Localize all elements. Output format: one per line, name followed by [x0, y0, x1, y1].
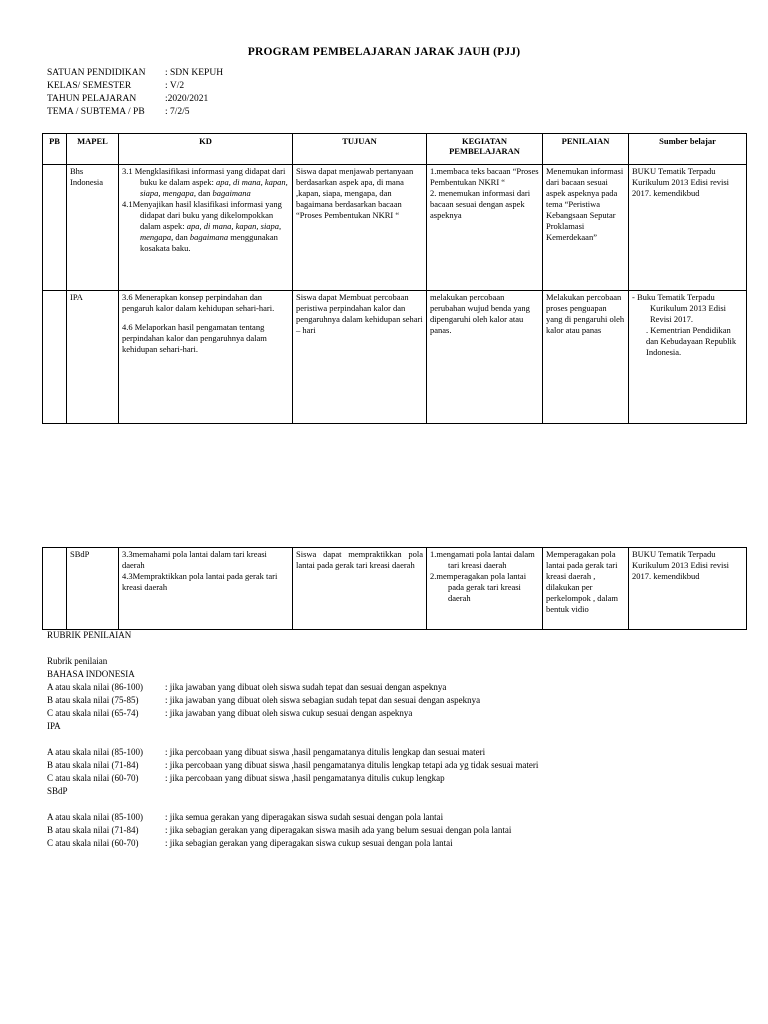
kd-text: dan: [198, 188, 211, 198]
info-label: KELAS/ SEMESTER: [47, 81, 132, 91]
cell-tujuan: Siswa dapat menjawab pertanyaan berdasarkan aspek apa, di mana ,kapan, siapa, mengapa, dan bagaimana berdasarkan bacaan “Proses Pembentukan NKRI “: [293, 165, 427, 291]
cell-penilaian: Menemukan informasi dari bacaan sesuai aspek aspeknya pada tema “Peristiwa Kebangsaan Seputar Proklamasi Kemerdekaan”: [543, 165, 629, 291]
cell-pb: [43, 548, 67, 630]
info-value: : V/2: [165, 81, 185, 91]
rubric-grade: B atau skala nilai (75-85): [47, 695, 139, 705]
cell-penilaian: Memperagakan pola lantai pada gerak tari kreasi daerah , dilakukan per perkelompok , dalam bentuk vidio: [543, 548, 629, 630]
rubric-heading: RUBRIK PENILAIAN: [47, 630, 132, 640]
rubric-desc: : jika jawaban yang dibuat oleh siswa cukup sesuai dengan aspeknya: [165, 708, 413, 718]
table-row: [43, 548, 747, 630]
info-label: SATUAN PENDIDIKAN: [47, 68, 146, 78]
cell-mapel: SBdP: [67, 548, 119, 630]
rubric-item: [47, 824, 747, 837]
kd-italic: bagaimana: [189, 232, 229, 242]
header-penilaian: PENILAIAN: [543, 134, 629, 165]
kegiatan-item: 1.membaca teks bacaan “Proses Pembentukan NKRI “: [430, 166, 539, 187]
kd-text: 3.1 Mengklasifikasi informasi yang didapat dari buku ke dalam aspek:: [122, 166, 286, 187]
kegiatan-item: 1.mengamati pola lantai dalam tari kreasi daerah: [430, 549, 535, 570]
cell-kd: [119, 165, 293, 291]
kd-italic: bagaimana: [212, 188, 251, 198]
table-row: [43, 291, 747, 424]
cell-sumber: [629, 291, 747, 424]
rubric-desc: : jika jawaban yang dibuat oleh siswa sudah tepat dan sesuai dengan aspeknya: [165, 682, 447, 692]
kegiatan-item: 2. menemukan informasi dari bacaan sesuai dengan aspek aspeknya: [430, 188, 531, 220]
rubric-grade: A atau skala nilai (85-100): [47, 747, 143, 757]
cell-pb: [43, 165, 67, 291]
cell-kegiatan: [427, 548, 543, 630]
cell-tujuan: Siswa dapat Membuat percobaan peristiwa perpindahan kalor dan pengaruhnya dalam kehidupan sehari – hari: [293, 291, 427, 424]
table-row: [43, 165, 747, 291]
rubric-grade: B atau skala nilai (71-84): [47, 825, 139, 835]
cell-penilaian: Melakukan percobaan proses penguapan yang di pengaruhi oleh kalor atau panas: [543, 291, 629, 424]
kd-item: 4.6 Melaporkan hasil pengamatan tentang perpindahan kalor dan pengaruhnya dalam kehidupan sehari-hari.: [122, 322, 267, 354]
rubric-item: [47, 772, 747, 785]
cell-tujuan: Siswa dapat mempraktikkan pola lantai pada gerak tari kreasi daerah: [293, 548, 427, 630]
kd-item: [122, 166, 289, 199]
rubric-item: [47, 694, 747, 707]
rubric-grade: A atau skala nilai (85-100): [47, 812, 143, 822]
kd-text: dan: [175, 232, 188, 242]
kd-item: 4.3Mempraktikkan pola lantai pada gerak tari kreasi daerah: [122, 571, 278, 592]
cell-kegiatan: [427, 165, 543, 291]
header-tujuan: TUJUAN: [293, 134, 427, 165]
kd-text: menggunakan kosakata baku.: [140, 232, 278, 253]
cell-kegiatan: melakukan percobaan perubahan wujud benda yang dipengaruhi oleh kalor atau panas.: [427, 291, 543, 424]
sumber-item: - Buku Tematik Terpadu Kurikulum 2013 Edisi Revisi 2017.: [632, 292, 727, 324]
rubric-grade: C atau skala nilai (60-70): [47, 773, 139, 783]
rubric-item: [47, 707, 747, 720]
rubric-grade: B atau skala nilai (71-84): [47, 760, 139, 770]
rubric-item: [47, 811, 747, 824]
rubric-desc: : jika sebagian gerakan yang diperagakan siswa cukup sesuai dengan pola lantai: [165, 838, 453, 848]
cell-mapel: IPA: [67, 291, 119, 424]
rubric-grade: A atau skala nilai (86-100): [47, 682, 143, 692]
rubric-subheading: Rubrik penilaian: [47, 656, 108, 666]
kd-text: 4.1Menyajikan hasil klasifikasi informasi yang didapat dari buku yang dikelompokkan dalam aspek:: [122, 199, 282, 231]
cell-mapel: Bhs Indonesia: [67, 165, 119, 291]
rubric-item: [47, 681, 747, 694]
rubric-section: [47, 629, 747, 850]
kd-item: 3.3memahami pola lantai dalam tari kreasi daerah: [122, 549, 267, 570]
header-mapel: MAPEL: [67, 134, 119, 165]
header-sumber: Sumber belajar: [629, 134, 747, 165]
info-row: [47, 80, 223, 93]
cell-kd: [119, 548, 293, 630]
table-header-row: [43, 134, 747, 165]
rubric-desc: : jika sebagian gerakan yang diperagakan siswa masih ada yang belum sesuai dengan pola lantai: [165, 825, 512, 835]
info-value: : SDN KEPUH: [165, 68, 224, 78]
header-kegiatan: KEGIATAN PEMBELAJARAN: [427, 134, 543, 165]
rubric-desc: : jika percobaan yang dibuat siswa ,hasil pengamatanya ditulis cukup lengkap: [165, 773, 445, 783]
info-value: : 7/2/5: [165, 107, 190, 117]
rubric-subject: BAHASA INDONESIA: [47, 669, 135, 679]
document-title: PROGRAM PEMBELAJARAN JARAK JAUH (PJJ): [247, 46, 521, 58]
rubric-grade: C atau skala nilai (65-74): [47, 708, 139, 718]
header-pb: PB: [43, 134, 67, 165]
sumber-item: . Kementrian Pendidikan dan Kebudayaan Republik Indonesia.: [646, 325, 737, 357]
cell-kd: [119, 291, 293, 424]
rubric-item: [47, 759, 747, 772]
rubric-desc: : jika percobaan yang dibuat siswa ,hasil pengamatanya ditulis lengkap dan sesuai materi: [165, 747, 486, 757]
rubric-desc: : jika semua gerakan yang diperagakan siswa sudah sesuai dengan pola lantai: [165, 812, 444, 822]
info-row: [47, 106, 223, 119]
school-info: [47, 67, 223, 119]
kd-italic: apa, di mana, kapan, siapa, mengapa,: [140, 221, 282, 242]
rubric-subject: IPA: [47, 721, 61, 731]
rubric-grade: C atau skala nilai (60-70): [47, 838, 139, 848]
info-value: :2020/2021: [165, 94, 209, 104]
kd-item: 3.6 Menerapkan konsep perpindahan dan pengaruh kalor dalam kehidupan sehari-hari.: [122, 292, 275, 313]
lesson-plan-table: [42, 133, 747, 424]
rubric-desc: : jika percobaan yang dibuat siswa ,hasil pengamatanya ditulis lengkap tetapi ada yg tidak sesuai materi: [165, 760, 539, 770]
rubric-desc: : jika jawaban yang dibuat oleh siswa sebagian sudah tepat dan sesuai dengan aspeknya: [165, 695, 481, 705]
info-label: TEMA / SUBTEMA / PB: [47, 107, 145, 117]
info-label: TAHUN PELAJARAN: [47, 94, 137, 104]
info-row: [47, 67, 223, 80]
rubric-item: [47, 837, 747, 850]
rubric-subject: SBdP: [47, 786, 68, 796]
info-row: [47, 93, 223, 106]
kd-italic: apa, di mana, kapan, siapa, mengapa,: [140, 177, 288, 198]
rubric-item: [47, 746, 747, 759]
lesson-plan-table-continued: [42, 547, 747, 630]
kd-item: [122, 199, 289, 254]
cell-pb: [43, 291, 67, 424]
cell-sumber: BUKU Tematik Terpadu Kurikulum 2013 Edisi revisi 2017. kemendikbud: [629, 548, 747, 630]
kegiatan-item: 2.memperagakan pola lantai pada gerak tari kreasi daerah: [430, 571, 527, 603]
cell-sumber: BUKU Tematik Terpadu Kurikulum 2013 Edisi revisi 2017. kemendikbud: [629, 165, 747, 291]
header-kd: KD: [119, 134, 293, 165]
